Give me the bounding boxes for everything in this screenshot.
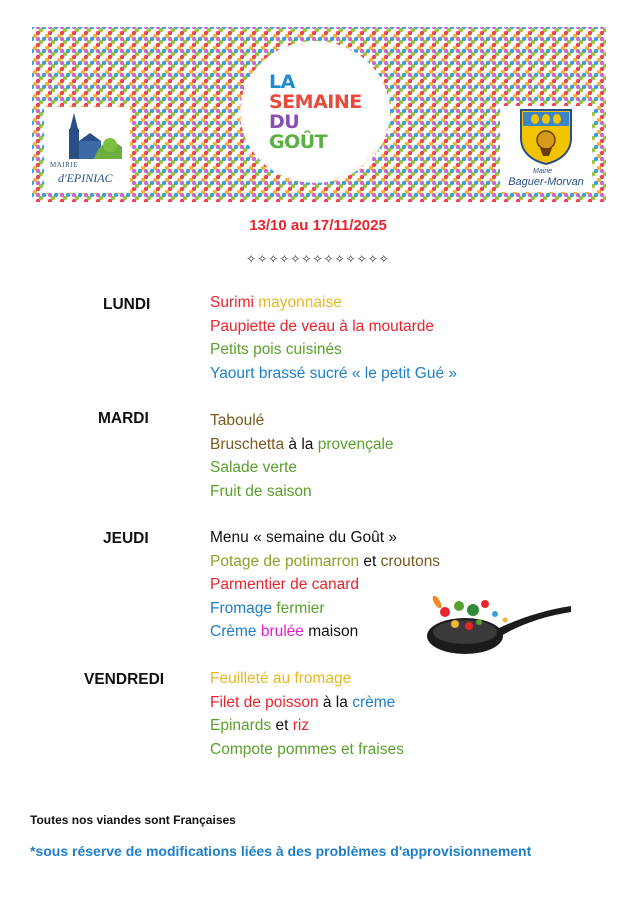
coat-of-arms-icon: [519, 108, 573, 166]
dish-text: Bruschetta: [210, 435, 289, 453]
baguer-label-2: Baguer-Morvan: [508, 176, 584, 188]
frying-pan-vegetables-icon: [425, 592, 573, 660]
menu-item: Taboulé: [210, 412, 265, 429]
dish-text: brulée: [260, 623, 309, 640]
menu-jeudi: [210, 526, 440, 644]
menu-item: Fruit de saison: [210, 482, 312, 500]
menu-item: [210, 691, 404, 715]
dish-text: crème: [352, 693, 396, 711]
dish-text: Filet de poisson: [210, 693, 323, 711]
menu-item: Parmentier de canard: [210, 576, 360, 593]
supply-disclaimer: *sous réserve de modifications liées à des problèmes d'approvisionnement: [30, 843, 532, 859]
menu-lundi: [210, 291, 457, 385]
mairie-baguer-morvan-logo: [500, 106, 592, 192]
meat-origin-note: Toutes nos viandes sont Françaises: [30, 813, 236, 827]
dish-text: à la: [288, 435, 318, 453]
menu-mardi: [210, 409, 394, 503]
dish-text: croutons: [380, 552, 441, 570]
dish-text: Epinards: [210, 717, 276, 734]
dish-text: Fromage: [210, 599, 277, 617]
menu-item: Feuilleté au fromage: [210, 670, 352, 687]
menu-item: [210, 714, 404, 738]
dish-text: Surimi: [210, 294, 259, 311]
menu-item: Menu « semaine du Goût »: [210, 529, 397, 546]
decorative-separator: ✧✧✧✧✧✧✧✧✧✧✧✧✧: [246, 252, 390, 266]
epiniac-label-1: MAIRIE: [50, 161, 78, 169]
epiniac-label-2: d'EPINIAC: [58, 171, 113, 185]
menu-item: Yaourt brassé sucré « le petit Gué »: [210, 364, 457, 382]
dish-text: Crème: [210, 623, 261, 640]
logo-line-4: GOÛT: [269, 131, 328, 153]
dish-text: à la: [322, 693, 353, 711]
day-label-jeudi: JEUDI: [103, 530, 149, 547]
dish-text: et: [363, 552, 381, 570]
day-label-lundi: LUNDI: [103, 296, 151, 313]
church-icon: [44, 107, 130, 167]
date-range: 13/10 au 17/11/2025: [249, 217, 387, 234]
menu-item: Compote pommes et fraises: [210, 740, 404, 758]
menu-item: [210, 620, 440, 644]
logo-line-2: SEMAINE: [269, 91, 362, 113]
baguer-label-1: Mairie: [533, 168, 553, 175]
day-label-mardi: MARDI: [98, 410, 149, 427]
semaine-du-gout-logo: [243, 44, 387, 180]
logo-line-1: LA: [269, 71, 295, 93]
mairie-epiniac-logo: [44, 107, 130, 193]
menu-item: Paupiette de veau à la moutarde: [210, 317, 435, 335]
menu-item: [210, 433, 394, 457]
dish-text: mayonnaise: [258, 294, 342, 311]
menu-item: [210, 550, 440, 574]
dish-text: riz: [292, 717, 310, 734]
menu-vendredi: [210, 667, 404, 761]
logo-line-3: DU: [269, 111, 300, 133]
dish-text: et: [275, 717, 293, 734]
dish-text: provençale: [317, 435, 394, 453]
day-label-vendredi: VENDREDI: [84, 671, 165, 688]
menu-item: [210, 597, 440, 621]
menu-item: [210, 291, 457, 315]
menu-item: Petits pois cuisinés: [210, 341, 342, 358]
dish-text: Potage de potimarron: [210, 552, 364, 570]
dish-text: fermier: [276, 599, 325, 617]
menu-item: Salade verte: [210, 459, 298, 476]
dish-text: maison: [308, 623, 359, 640]
